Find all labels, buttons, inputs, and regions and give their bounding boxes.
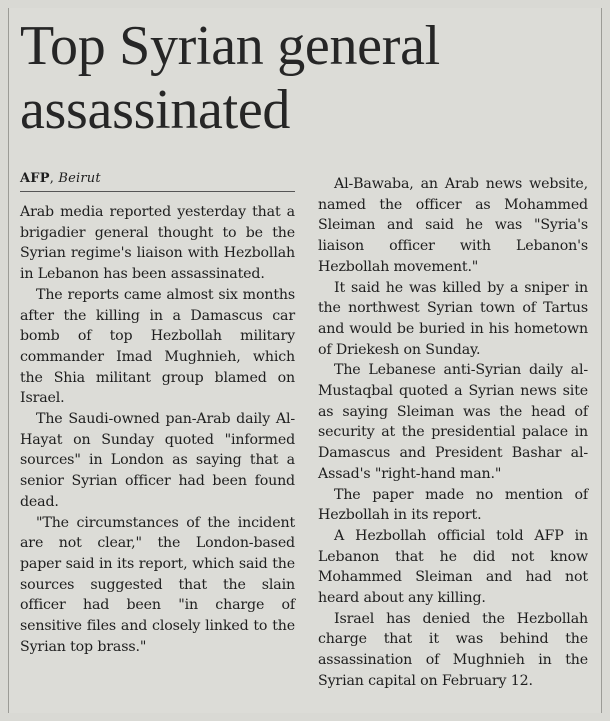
paragraph: A Hezbollah official told AFP in Lebanon that he did not know Mohammed Sleiman and had not heard about any killing. <box>318 527 588 607</box>
paragraph: Al-Bawaba, an Arab news website, named the officer as Mohammed Sleiman and said he was "Syria's liaison officer with Lebanon's Hezbollah movement." <box>318 176 588 275</box>
paragraph: Israel has denied the Hezbollah charge that it was behind the assassination of Mughnieh in the Syrian capital on February 12. <box>318 610 588 689</box>
headline: Top Syrian general assassinated <box>20 15 440 141</box>
paragraph: The Saudi-owned pan-Arab daily Al-Hayat on Sunday quoted "informed sources" in London as saying that a senior Syrian officer had been found dead. <box>20 411 295 510</box>
byline-agency: AFP <box>20 171 50 186</box>
paragraph: The Lebanese anti-Syrian daily al-Mustaqbal quoted a Syrian news site as saying Sleiman was the head of security at the presidential palace in Damascus and President Bashar al-Assad's "right-hand man." <box>318 362 588 482</box>
byline <box>20 170 295 192</box>
byline-separator: , <box>49 171 55 186</box>
left-column <box>20 170 295 657</box>
paragraph: The paper made no mention of Hezbollah in its report. <box>318 486 588 524</box>
paragraph: Arab media reported yesterday that a brigadier general thought to be the Syrian regime's liaison with Hezbollah in Lebanon has been assassinated. <box>20 204 295 283</box>
byline-place: Beirut <box>58 171 101 186</box>
paragraph: It said he was killed by a sniper in the northwest Syrian town of Tartus and would be buried in his hometown of Driekesh on Sunday. <box>318 279 588 358</box>
paragraph: "The circumstances of the incident are not clear," the London-based paper said in its report, which said the sources suggested that the slain officer had been "in charge of sensitive files and closely linked to the Syrian top brass." <box>20 514 295 655</box>
paragraph: The reports came almost six months after the killing in a Damascus car bomb of top Hezbollah military commander Imad Mughnieh, which the Shia militant group blamed on Israel. <box>20 286 295 407</box>
right-column <box>318 174 588 692</box>
